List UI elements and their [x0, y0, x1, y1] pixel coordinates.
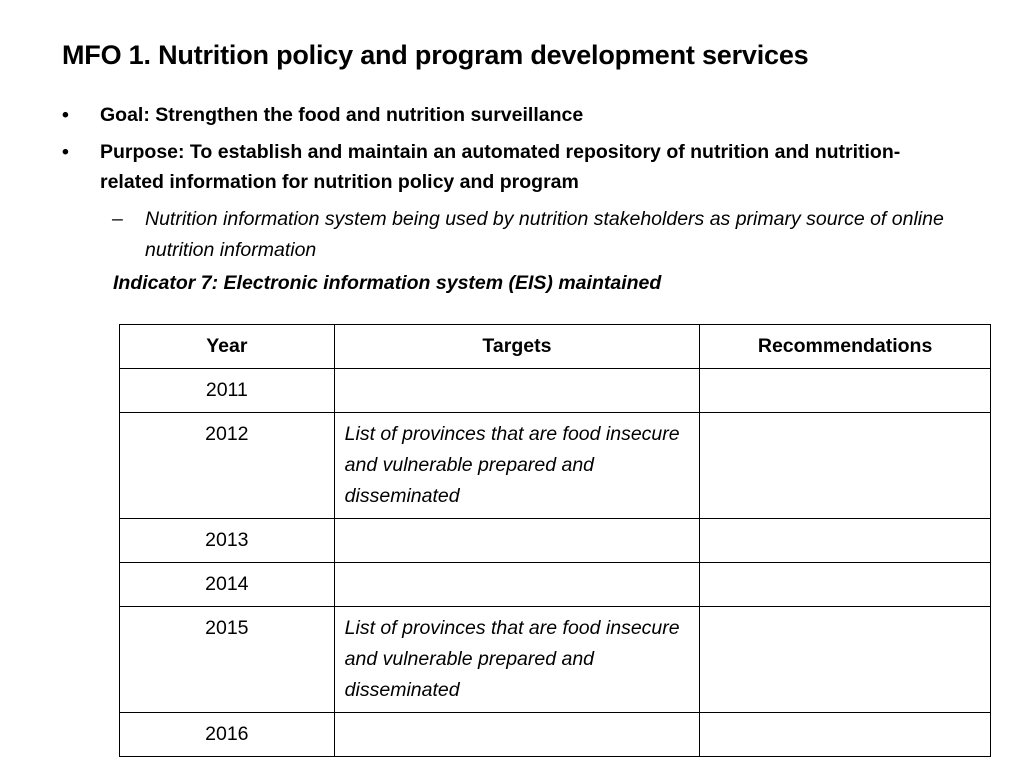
cell-target: List of provinces that are food insecure and vulnerable prepared and disseminated: [334, 607, 700, 713]
table-header-row: [120, 325, 991, 369]
table-row: [120, 713, 991, 757]
bullet-text: Goal: Strengthen the food and nutrition surveillance: [100, 104, 584, 126]
table-row: [120, 563, 991, 607]
targets-table: [119, 324, 991, 757]
cell-target: List of provinces that are food insecure and vulnerable prepared and disseminated: [334, 413, 700, 519]
cell-target: [334, 519, 700, 563]
cell-target: [334, 369, 700, 413]
cell-year: 2015: [120, 607, 335, 713]
slide-title: MFO 1. Nutrition policy and program development services: [62, 40, 809, 70]
cell-year: 2011: [120, 369, 335, 413]
cell-recommendation: [700, 563, 991, 607]
sub-bullet-text: Nutrition information system being used by nutrition stakeholders as primary source of online nutrition information: [145, 208, 944, 261]
table-row: [120, 369, 991, 413]
cell-year: 2012: [120, 413, 335, 519]
cell-recommendation: [700, 607, 991, 713]
header-recommendations: Recommendations: [700, 325, 991, 369]
table-row: [120, 607, 991, 713]
cell-recommendation: [700, 413, 991, 519]
table-row: [120, 519, 991, 563]
cell-recommendation: [700, 519, 991, 563]
cell-year: 2014: [120, 563, 335, 607]
bullet-text: Purpose: To establish and maintain an automated repository of nutrition and nutrition-related information for nutrition policy and program: [100, 141, 901, 193]
bullet-marker: •: [62, 141, 69, 163]
header-year: Year: [120, 325, 335, 369]
cell-year: 2016: [120, 713, 335, 757]
cell-recommendation: [700, 713, 991, 757]
sub-bullet-marker: –: [112, 208, 123, 230]
header-targets: Targets: [334, 325, 700, 369]
cell-recommendation: [700, 369, 991, 413]
cell-target: [334, 563, 700, 607]
cell-year: 2013: [120, 519, 335, 563]
bullet-marker: •: [62, 104, 69, 126]
indicator-label: Indicator 7: Electronic information system (EIS) maintained: [113, 272, 662, 294]
table-row: [120, 413, 991, 519]
cell-target: [334, 713, 700, 757]
